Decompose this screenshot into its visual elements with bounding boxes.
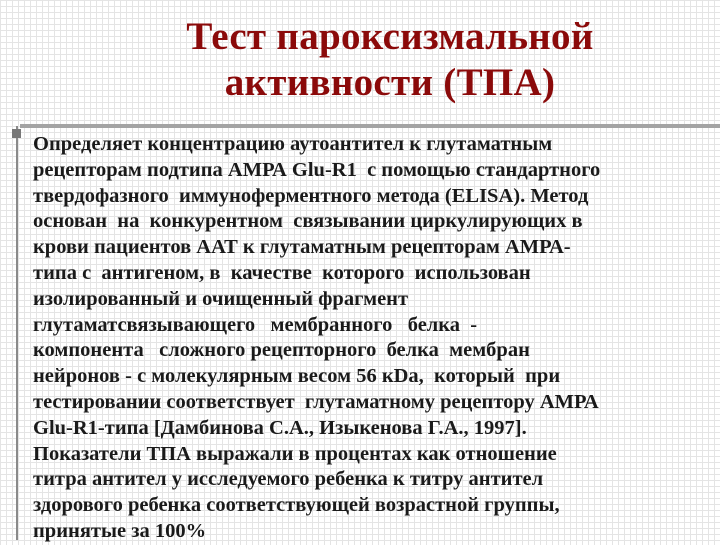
body-line: нейронов - с молекулярным весом 56 кDa, который при: [33, 365, 561, 388]
body-line: Показатели ТПА выражали в процентах как отношение: [33, 442, 557, 465]
body-line: твердофазного иммуноферментного метода (ELISA). Метод: [33, 184, 589, 207]
left-vertical-rule: [16, 126, 18, 540]
body-line: рецепторам подтипа АМРА Glu-R1 с помощью стандартного: [33, 158, 601, 181]
body-line: Glu-R1-типа [Дамбинова С.А., Изыкенова Г.А., 1997].: [33, 416, 527, 439]
slide-title: [110, 14, 670, 106]
body-line: принятые за 100%: [33, 519, 207, 542]
body-paragraph: [33, 132, 720, 545]
title-line-2: активности (ТПА): [224, 61, 556, 104]
body-line: типа с антигеном, в качестве которого использован: [33, 261, 531, 284]
title-divider: [20, 124, 720, 128]
body-line: Определяет концентрацию аутоантител к глутаматным: [33, 133, 553, 155]
square-bullet-icon: [12, 129, 21, 138]
body-line: тестировании соответствует глутаматному рецептору АМРА: [33, 390, 599, 413]
body-line: крови пациентов ААТ к глутаматным рецепторам АМРА-: [33, 236, 571, 259]
body-line: титра антител у исследуемого ребенка к титру антител: [33, 468, 544, 491]
body-line: здорового ребенка соответствующей возрастной группы,: [33, 494, 560, 517]
title-line-1: Тест пароксизмальной: [186, 15, 594, 58]
body-line: основан на конкурентном связывании циркулирующих в: [33, 210, 583, 233]
body-line: компонента сложного рецепторного белка мембран: [33, 339, 530, 362]
body-line: глутаматсвязывающего мембранного белка -: [33, 313, 478, 336]
body-line: изолированный и очищенный фрагмент: [33, 287, 409, 310]
